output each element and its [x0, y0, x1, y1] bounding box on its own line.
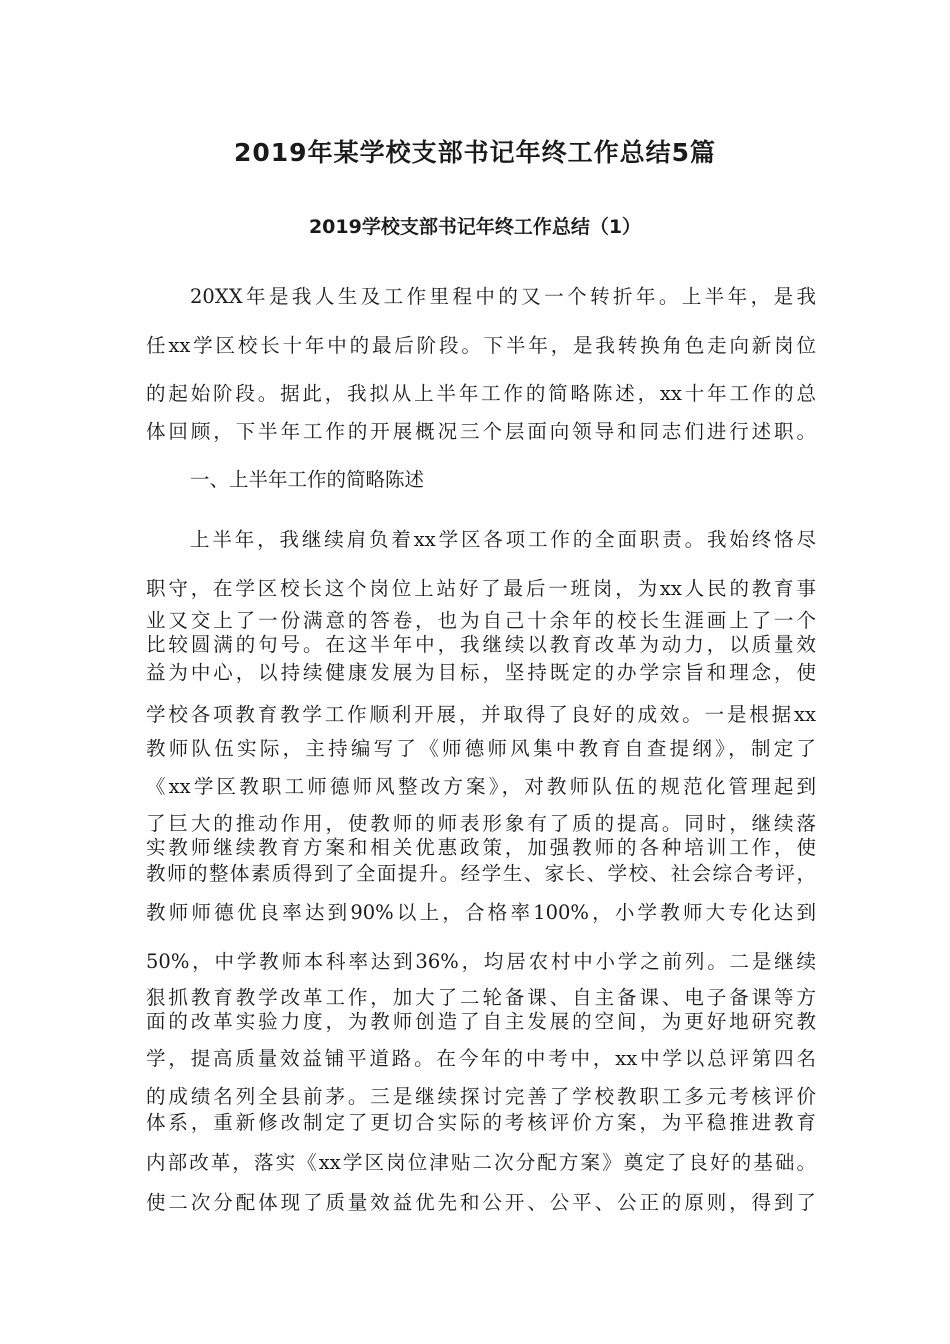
paragraph-line: 学校各项教育教学工作顺利开展，并取得了良好的成效。一是根据xx — [146, 703, 816, 726]
paragraph-line: 体回顾，下半年工作的开展概况三个层面向领导和同志们进行述职。 — [146, 420, 816, 443]
paragraph-line: 业又交上了一份满意的答卷，也为自己十余年的校长生涯画上了一个 — [146, 609, 816, 632]
paragraph-line: 益为中心，以持续健康发展为目标，坚持既定的办学宗旨和理念，使 — [146, 661, 816, 684]
paragraph-line: 职守，在学区校长这个岗位上站好了最后一班岗，为xx人民的教育事 — [146, 577, 816, 600]
paragraph-line: 20XX年是我人生及工作里程中的又一个转折年。上半年，是我 — [190, 285, 816, 308]
paragraph-line: 《xx学区教职工师德师风整改方案》，对教师队伍的规范化管理起到 — [146, 775, 816, 798]
paragraph-line: 内部改革，落实《xx学区岗位津贴二次分配方案》奠定了良好的基础。 — [146, 1151, 816, 1174]
paragraph-line: 任xx学区校长十年中的最后阶段。下半年，是我转换角色走向新岗位 — [146, 334, 816, 357]
paragraph-line: 的成绩名列全县前茅。三是继续探讨完善了学校教职工多元考核评价 — [146, 1085, 816, 1108]
paragraph-line: 上半年，我继续肩负着xx学区各项工作的全面职责。我始终恪尽 — [190, 528, 816, 551]
section-subtitle: 2019学校支部书记年终工作总结（1） — [308, 216, 642, 238]
paragraph-line: 面的改革实验力度，为教师创造了自主发展的空间，为更好地研究教 — [146, 1010, 816, 1033]
paragraph-line: 使二次分配体现了质量效益优先和公开、公平、公正的原则，得到了 — [146, 1191, 816, 1214]
paragraph-line: 狠抓教育教学改革工作，加大了二轮备课、自主备课、电子备课等方 — [146, 986, 816, 1009]
paragraph-line: 了巨大的推动作用，使教师的师表形象有了质的提高。同时，继续落 — [146, 812, 816, 835]
paragraph-line: 体系，重新修改制定了更切合实际的考核评价方案，为平稳推进教育 — [146, 1111, 816, 1134]
paragraph-line: 教师队伍实际，主持编写了《师德师风集中教育自查提纲》，制定了 — [146, 737, 816, 760]
paragraph-line: 学，提高质量效益铺平道路。在今年的中考中，xx中学以总评第四名 — [146, 1047, 816, 1070]
paragraph-line: 实教师继续教育方案和相关优惠政策，加强教师的各种培训工作，使 — [146, 836, 816, 859]
document-title: 2019年某学校支部书记年终工作总结5篇 — [234, 138, 716, 167]
paragraph-line: 教师师德优良率达到90%以上，合格率100%，小学教师大专化达到 — [146, 901, 816, 924]
paragraph-line: 50%，中学教师本科率达到36%，均居农村中小学之前列。二是继续 — [146, 950, 816, 973]
section-heading: 一、上半年工作的简略陈述 — [190, 468, 425, 491]
paragraph-line: 教师的整体素质得到了全面提升。经学生、家长、学校、社会综合考评， — [146, 862, 816, 885]
paragraph-line: 的起始阶段。据此，我拟从上半年工作的简略陈述，xx十年工作的总 — [146, 382, 816, 405]
paragraph-line: 比较圆满的句号。在这半年中，我继续以教育改革为动力，以质量效 — [146, 633, 816, 656]
